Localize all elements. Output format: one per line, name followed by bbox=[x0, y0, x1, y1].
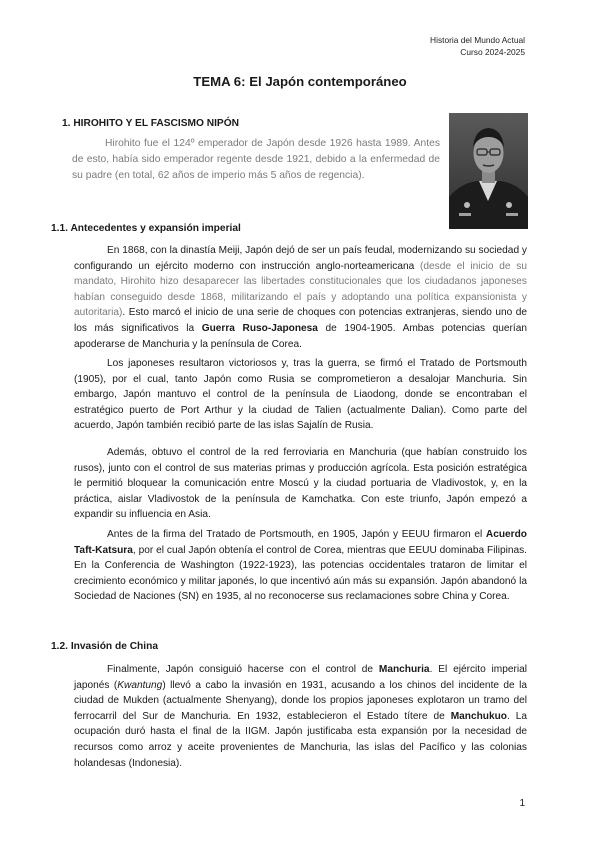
hirohito-portrait-image bbox=[449, 113, 528, 229]
header-course-name: Historia del Mundo Actual bbox=[430, 35, 525, 45]
header-course-year: Curso 2024-2025 bbox=[460, 47, 525, 57]
paragraph-invasion-china bbox=[74, 662, 527, 771]
text-run: Antes de la firma del Tratado de Portsmouth, en 1905, Japón y EEUU firmaron el bbox=[107, 529, 486, 540]
term-manchukuo: Manchukuo bbox=[450, 710, 507, 722]
term-manchuria: Manchuria bbox=[378, 664, 430, 675]
paragraph-meiji bbox=[74, 243, 527, 352]
text-run: En 1868, con la dinastía Meiji, Japón dejó de ser un país feudal, modernizando su sociedad y configurando un ejército moderno con instrucción anglo-norteamericana bbox=[74, 245, 527, 272]
page-number: 1 bbox=[519, 798, 525, 809]
page-title: TEMA 6: El Japón contemporáneo bbox=[193, 74, 407, 89]
running-header bbox=[430, 34, 525, 58]
section-heading-1-2: 1.2. Invasión de China bbox=[51, 641, 158, 652]
text-run: . La ocupación duró hasta el final de la IIGM. Japón justificaba esta expansión por la necesidad de recursos como arroz y aceite provenientes de Manchuria, las islas del Pacífico y las colonias holandesas (Indonesia). bbox=[74, 710, 527, 769]
term-acuerdo-taft-katsura: Acuerdo Taft-Katsura bbox=[74, 529, 527, 556]
paragraph-taft-katsura bbox=[74, 527, 527, 605]
paragraph-portsmouth: Los japoneses resultaron victoriosos y, tras la guerra, se firmó el Tratado de Portsmouth (1905), por el cual, tanto Japón como Rusia se comprometieron a desalojar Manchuria. Sin embargo, Japón mantuvo el control de la península de Liaodong, donde se encontraban el estratégico puerto de Port Arthur y la ciudad de Talien (actualmente Dalian). Como parte del acuerdo, Japón también recibió parte de las islas Sajalín de Rusia. bbox=[74, 358, 527, 432]
term-kwantung: Kwantung bbox=[117, 679, 163, 691]
text-run-gray: (desde el inicio de su mandato, Hirohito hizo desaparecer las libertades constitucionales que los ciudadanos japoneses habían conseguido desde 1868, militarizando el país y adoptando una política expansionista y autoritaria) bbox=[74, 260, 527, 319]
term-guerra-ruso-japonesa: Guerra Ruso-Japonesa bbox=[201, 322, 318, 334]
text-run: de 1904-1905. Ambas potencias querían apoderarse de Manchuria y la península de Corea. bbox=[74, 322, 527, 350]
text-run: , por el cual Japón obtenía el control de Corea, mientras que EEUU dominaba Filipinas. En la Conferencia de Washington (1922-1923), las potencias occidentales trataron de limitar el crecimiento económico y militar japonés, lo que incentivó aún más su expansión. Japón abandonó la Sociedad de Naciones (SN) en 1935, al no reconocerse sus reclamaciones sobre China y Corea. bbox=[74, 544, 527, 603]
section-heading-1: 1. HIROHITO Y EL FASCISMO NIPÓN bbox=[62, 118, 239, 129]
text-run: . Esto marcó el inicio de una serie de choques con potencias extranjeras, siendo uno de los más significativos la bbox=[74, 307, 527, 334]
text-run: . El ejército imperial japonés ( bbox=[74, 664, 528, 691]
hirohito-intro-paragraph: Hirohito fue el 124º emperador de Japón desde 1926 hasta 1989. Antes de esto, había sido emperador regente desde 1921, debido a la enfermedad de su padre (en total, 62 años de imperio más 5 años de regencia). bbox=[72, 138, 440, 181]
section-heading-1-1: 1.1. Antecedentes y expansión imperial bbox=[51, 223, 241, 234]
text-run: ) llevó a cabo la invasión en 1931, acusando a los chinos del incidente de la ciudad de Mukden (actualmente Shenyang), donde los propios japoneses explotaron un tramo del ferrocarril del Sur de Manchuria. En 1932, establecieron el Estado títere de bbox=[74, 679, 527, 722]
paragraph-ferroviaria: Además, obtuvo el control de la red ferroviaria en Manchuria (que habían construido los rusos), junto con el control de sus materias primas y producción agrícola. Esta posición estratégica le permitió bloquear la comunicación entre Moscú y la ciudad portuaria de Vladivostok, y, en la práctica, aislar Vladivostok de la península de Kamchatka. Con este triunfo, Japón empezó a expandir su influencia en Asia. bbox=[74, 447, 527, 521]
text-run: Finalmente, Japón consiguió hacerse con el control de bbox=[107, 664, 379, 675]
